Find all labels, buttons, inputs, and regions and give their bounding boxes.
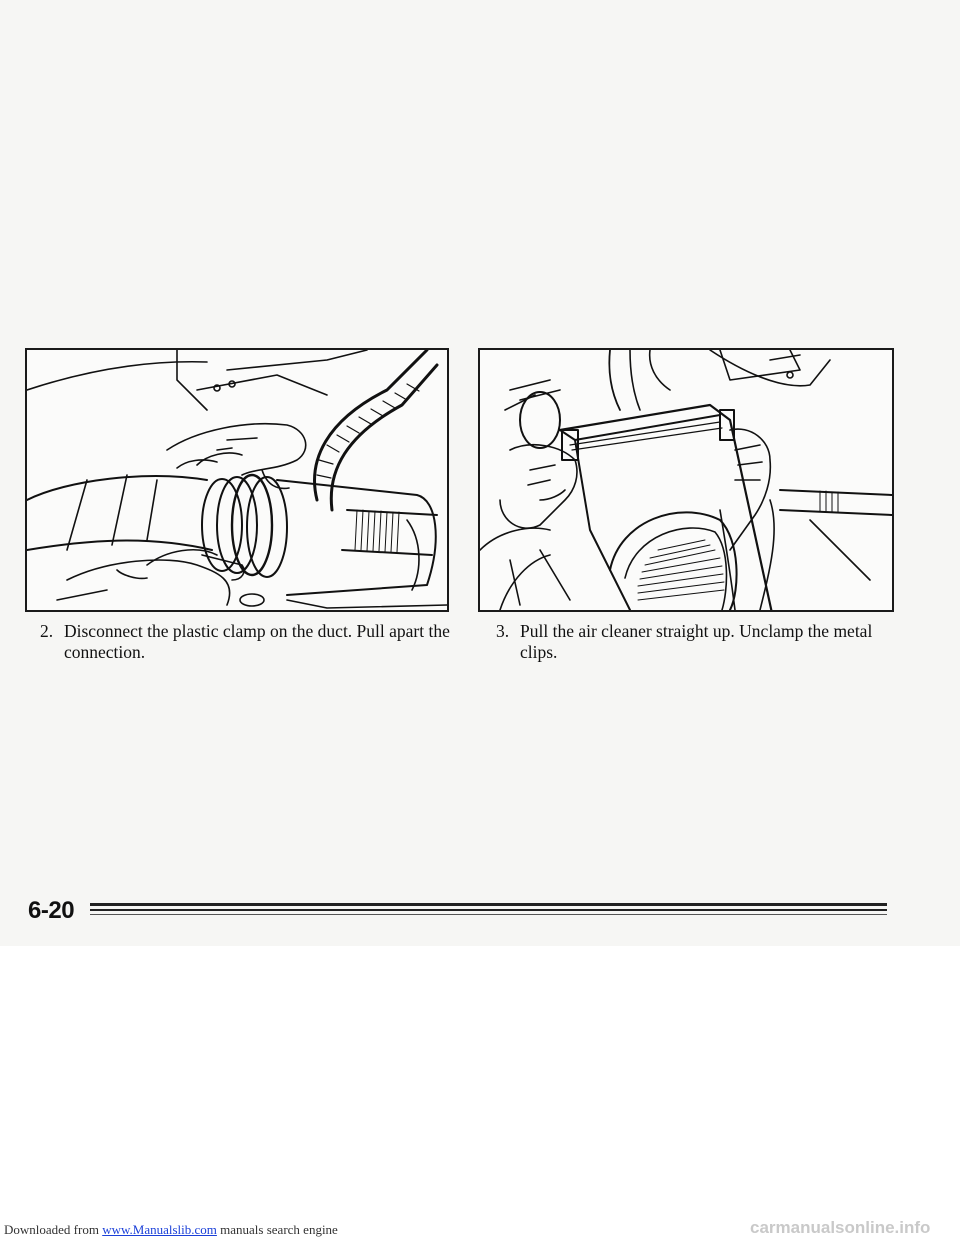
manualslib-link[interactable]: www.Manualslib.com <box>102 1222 217 1237</box>
step-number: 3. <box>496 621 510 641</box>
page-margin <box>0 946 960 1242</box>
step-3-caption <box>496 621 896 665</box>
step-2-caption <box>40 621 460 665</box>
footer-rule <box>90 914 887 915</box>
download-source-bar <box>4 1222 338 1240</box>
air-cleaner-illustration <box>478 348 894 612</box>
page-number: 6-20 <box>28 897 75 924</box>
clamp-duct-illustration <box>25 348 449 612</box>
watermark: carmanualsonline.info <box>750 1218 931 1237</box>
download-suffix: manuals search engine <box>220 1222 338 1237</box>
footer-rule <box>90 903 887 906</box>
download-prefix: Downloaded from <box>4 1222 99 1237</box>
step-number: 2. <box>40 621 54 641</box>
step-text: Pull the air cleaner straight up. Unclamp the metal clips. <box>520 621 873 662</box>
step-text: Disconnect the plastic clamp on the duct. Pull apart the connection. <box>64 621 450 662</box>
footer-rule <box>90 909 887 911</box>
